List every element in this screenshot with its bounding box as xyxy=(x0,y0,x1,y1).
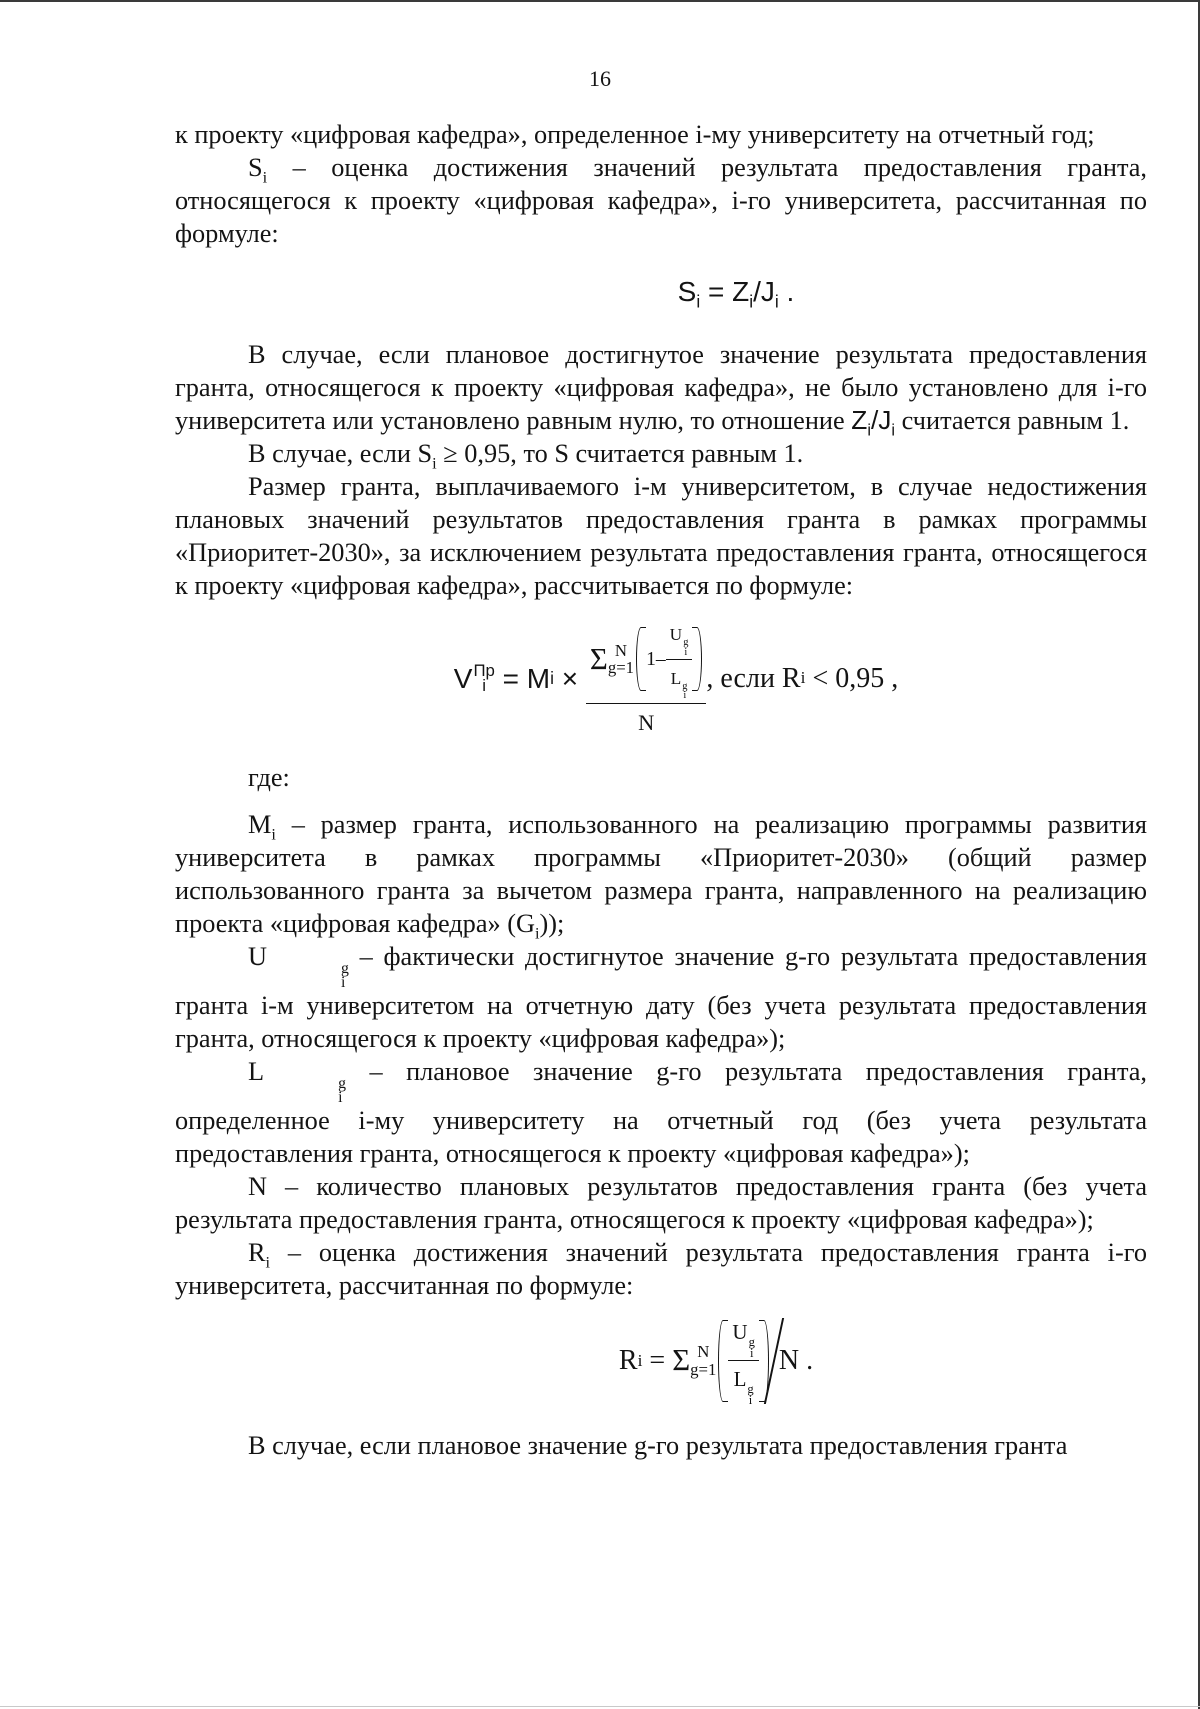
left-paren-icon xyxy=(718,1320,728,1402)
grant-fraction: Σ N g=1 1– U g i L g i N xyxy=(586,618,707,739)
right-paren-icon xyxy=(692,627,702,691)
definition-n: N – количество плановых результатов предоставления гранта (без учета результата предоставления гранта, относящегося к проекту «цифровая кафедра»); xyxy=(175,1172,1147,1235)
definition-m: $M_i$ – размер гранта, использованного на реализацию программы развития университета в рамках программы «Приоритет-2030» (общий размер использованного гранта за вычетом размера гранта, направленного на реализацию проекта «цифровая кафедра» $(G_i)$); xyxy=(175,809,1147,943)
sigma-symbol: Σ xyxy=(589,641,608,676)
definition-l: L g i – плановое значение g-го результата предоставления гранта, определенное i-му университету на отчетный год (без учета результата предоставления гранта, относящегося к проекту «цифровая кафедра»); xyxy=(175,1057,1147,1169)
paragraph-threshold: В случае, если $S_i \ge 0,95$, то S считается равным 1. xyxy=(248,439,804,473)
formula-s: $S_i = Z_i/J_i$ . xyxy=(677,276,795,312)
paragraph-zero-case: В случае, если плановое достигнутое значение результата предоставления гранта, относящегося к проекту «цифровая кафедра», не было установлено для i-го университета или установлено равным нулю, то отношение $Z_i/J_i$ считается равным 1. xyxy=(175,340,1147,440)
s-definition-text: – оценка достижения значений результата предоставления гранта, относящегося к проекту «цифровая кафедра», i-го университета, рассчитанная по формуле: xyxy=(175,153,1147,248)
s-subscript: i xyxy=(262,167,268,187)
scan-border-bottom xyxy=(0,1706,1200,1707)
paragraph-continuation: к проекту «цифровая кафедра», определенное i-му университету на отчетный год; xyxy=(175,120,1095,149)
left-paren-icon xyxy=(636,627,646,691)
paragraph-grant-size: Размер гранта, выплачиваемого i-м университетом, в случае недостижения плановых значений результатов предоставления гранта в рамках программы «Приоритет-2030», за исключением результата предоставления гранта, относящегося к проекту «цифровая кафедра», рассчитывается по формуле: xyxy=(175,472,1147,600)
where-label: где: xyxy=(248,762,290,792)
page-number: 16 xyxy=(589,66,611,91)
document-body xyxy=(175,118,1147,1462)
formula-r: R i = Σ N g=1 U g i L g i N . xyxy=(175,1316,1147,1405)
sigma-symbol: Σ xyxy=(672,1343,691,1378)
paragraph-s-definition xyxy=(175,151,1147,250)
formula-v: V Пр i = M i × Σ N g=1 1– U g i L g i N , если R i < 0,95 , xyxy=(175,618,1147,739)
s-symbol: S xyxy=(248,153,263,182)
paragraph-last: В случае, если плановое значение g-го результата предоставления гранта xyxy=(248,1431,1068,1461)
definition-u: U g i – фактически достигнутое значение g-го результата предоставления гранта i-м университетом на отчетную дату (без учета результата предоставления гранта, относящегося к проекту «цифровая кафедра»); xyxy=(175,941,1147,1054)
definition-r: $R_i$ – оценка достижения значений результата предоставления гранта i-го университета, рассчитанная по формуле: xyxy=(175,1238,1147,1301)
scan-border-top xyxy=(0,0,1200,2)
